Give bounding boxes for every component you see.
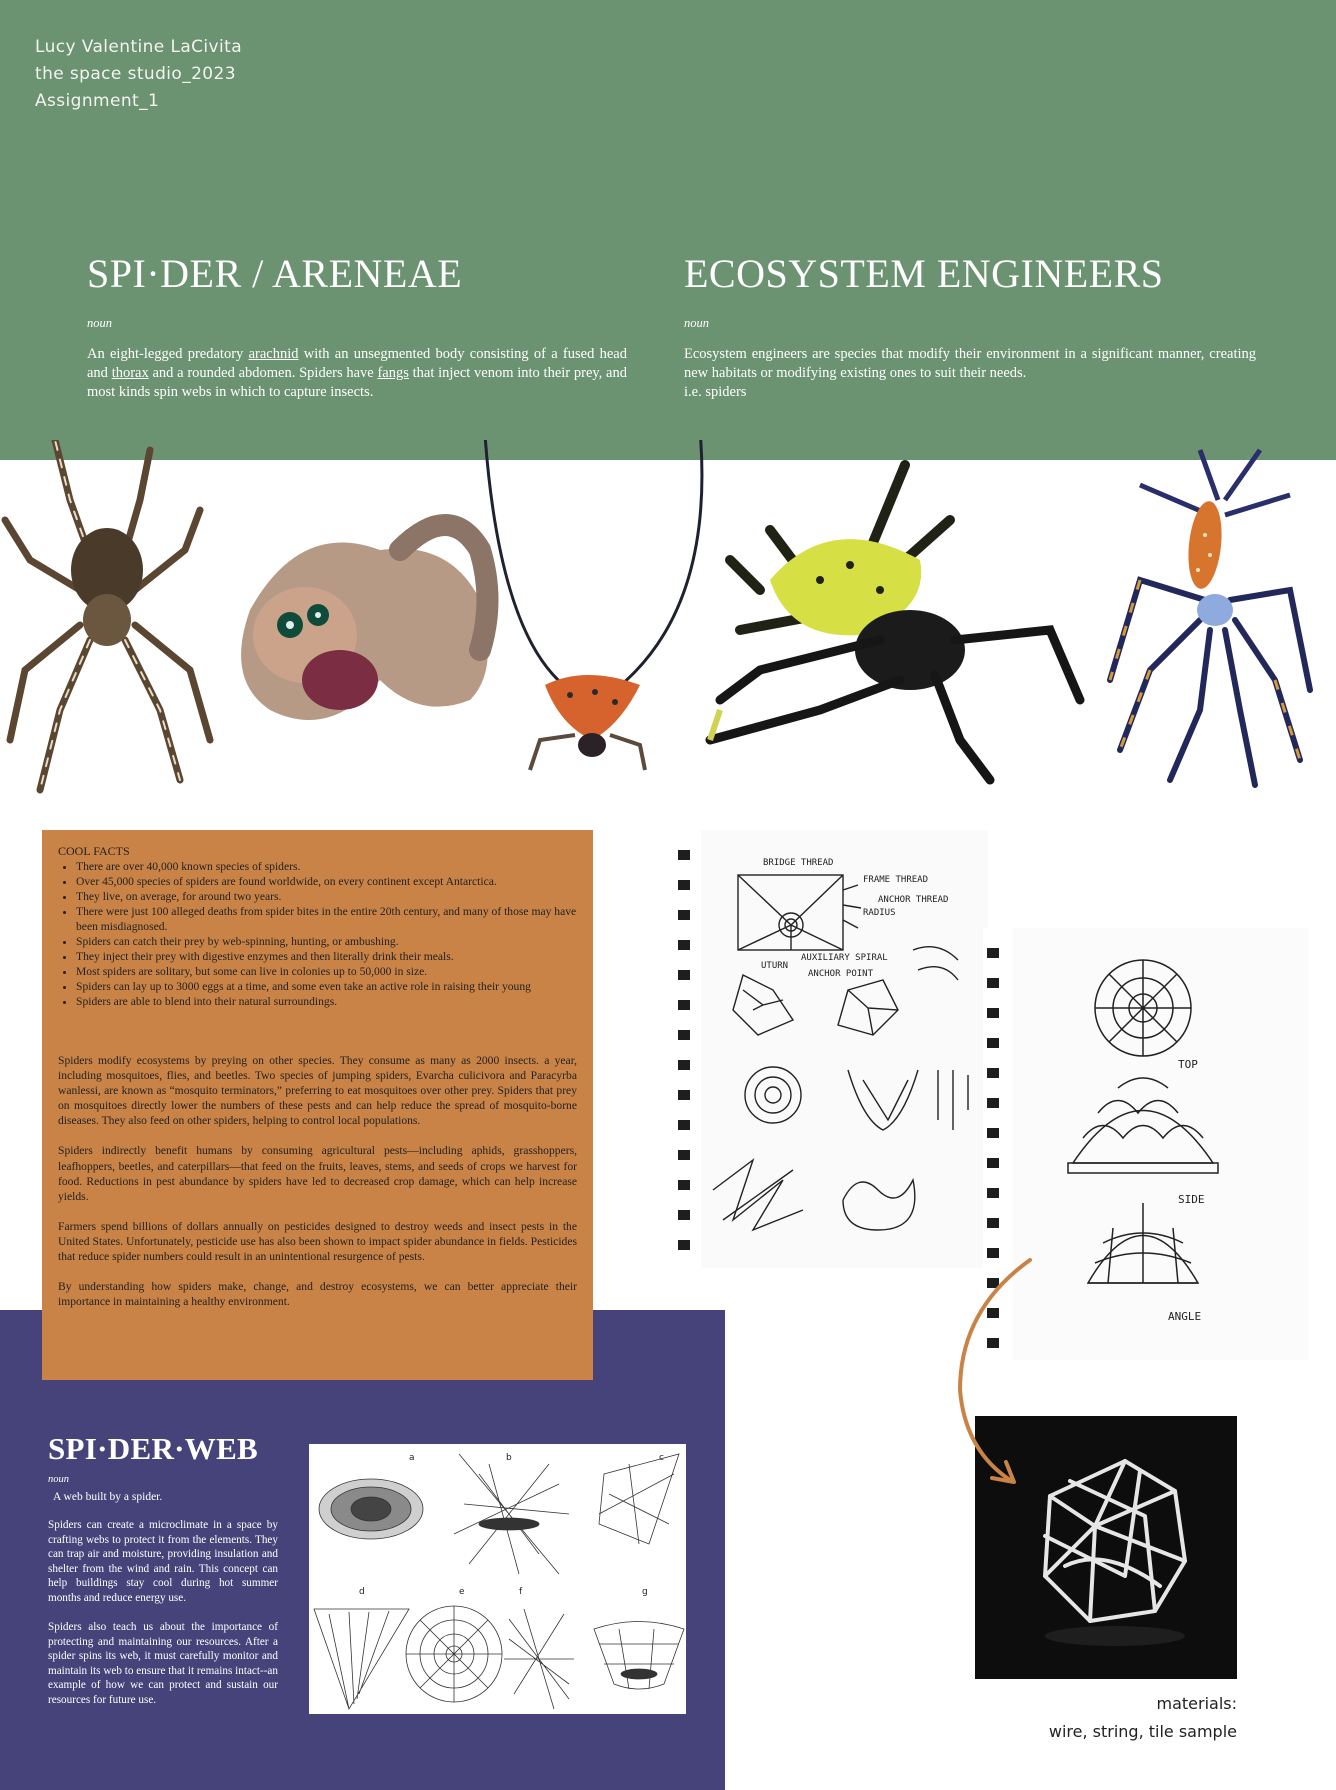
figure-label-b: b	[506, 1453, 512, 1463]
web-types-figure	[309, 1444, 686, 1714]
materials-heading: materials:	[1156, 1694, 1237, 1713]
spiderweb-definition-text: A web built by a spider.	[53, 1491, 163, 1503]
list-item: • Spiders are able to blend into their natural surroundings.	[76, 994, 577, 1009]
author-name: Lucy Valentine LaCivita	[35, 37, 243, 57]
orb-weaver-spider-image	[5, 440, 210, 790]
list-item: • Over 45,000 species of spiders are found worldwide, on every continent except Antarctica.	[76, 874, 577, 889]
studio-name: the space studio_2023	[35, 64, 236, 84]
list-item: • They inject their prey with digestive enzymes and then literally drink their meals.	[76, 949, 577, 964]
figure-label-f: f	[519, 1587, 523, 1597]
list-item: • Spiders can lay up to 3000 eggs at a time, and some even take an active role in raising their young	[76, 979, 577, 994]
ecosystem-part-of-speech: noun	[684, 316, 709, 330]
spiderweb-part-of-speech: noun	[48, 1474, 69, 1485]
ecosystem-paragraph-2: Spiders indirectly benefit humans by consuming agricultural pests—including aphids, grasshoppers, leafhoppers, beetles, and caterpillars—that feed on the fruits, leaves, stems, and seeds of crops we harvest for food. Reductions in pest abundance by spiders have led to decreased crop damage, which can help increase yields.	[58, 1144, 577, 1203]
jumping-spider-image	[241, 525, 488, 720]
sketch-view-top: TOP	[1178, 1058, 1198, 1071]
ecosystem-paragraph-3: Farmers spend billions of dollars annually on pesticides designed to destroy weeds and insect pests in the United States. Unfortunately, pesticide use has also been shown to impact spider abundance in fields. Pesticides that reduce spider numbers could result in an unintentional resurgence of pests.	[58, 1219, 577, 1264]
curved-arrow-icon	[930, 1250, 1050, 1490]
sketch-label-radius: RADIUS	[863, 908, 896, 918]
web-diagram-sketch	[673, 830, 988, 1268]
figure-label-c: c	[659, 1453, 664, 1463]
fangs-link[interactable]: fangs	[377, 365, 409, 381]
list-item: • There are over 40,000 known species of spiders.	[76, 859, 577, 874]
horned-spider-image	[485, 440, 702, 770]
materials-list: wire, string, tile sample	[1048, 1722, 1237, 1741]
sketch-label-auxiliary: AUXILIARY SPIRAL	[801, 953, 888, 963]
figure-label-g: g	[642, 1587, 648, 1597]
spiderweb-paragraph-1: Spiders can create a microclimate in a space by crafting webs to protect it from the elements. They can trap air and moisture, providing insulation and shelter from the wind and rain. This concept can help buildings stay cool during hot summer months and reduce energy use.	[48, 1519, 278, 1604]
thorax-link[interactable]: thorax	[111, 365, 149, 381]
spiderweb-paragraph-2: Spiders also teach us about the importance of protecting and maintaining our resources. After a spider spins its web, it must carefully monitor and maintain its web to ensure that it remains intact--an example of how we can protect and sustain our resources for future use.	[48, 1621, 278, 1706]
cool-facts-card	[42, 830, 593, 1380]
cool-facts-title: COOL FACTS	[58, 844, 130, 858]
figure-label-d: d	[359, 1587, 365, 1597]
ecosystem-definition-text: Ecosystem engineers are species that modify their environment in a significant manner, creating new habitats or modifying existing ones to suit their needs. i.e. spiders	[684, 346, 1256, 400]
list-item: • There were just 100 alleged deaths from spider bites in the entire 20th century, and many of those may have been misdiagnosed.	[76, 904, 577, 934]
spider-part-of-speech: noun	[87, 316, 112, 330]
assignment-name: Assignment_1	[35, 91, 160, 111]
header-band	[0, 0, 1336, 460]
spider-definition-text: An eight-legged predatory arachnid with an unsegmented body consisting of a fused head and thorax and a rounded abdomen. Spiders have fangs that inject venom into their prey, and most kinds spin webs in which to capture insects.	[87, 346, 627, 400]
spider-photo-strip	[0, 440, 1336, 840]
sketch-view-side: SIDE	[1178, 1193, 1205, 1206]
sketch-label-frame: FRAME THREAD	[863, 875, 929, 885]
ecosystem-definition	[684, 252, 1256, 402]
ecosystem-title: ECOSYSTEM ENGINEERS	[684, 251, 1164, 296]
cool-facts-list	[58, 859, 577, 1009]
spiny-orb-weaver-image	[710, 465, 1080, 780]
credits	[35, 34, 242, 115]
figure-label-a: a	[409, 1453, 415, 1463]
sketch-view-angle: ANGLE	[1168, 1310, 1202, 1323]
ecosystem-paragraph-4: By understanding how spiders make, change, and destroy ecosystems, we can better appreciate their importance in maintaining a healthy environment.	[58, 1280, 577, 1309]
ecosystem-example: i.e. spiders	[684, 384, 747, 400]
arachnid-link[interactable]: arachnid	[248, 346, 299, 362]
figure-label-e: e	[459, 1587, 465, 1597]
sketch-label-uturn: UTURN	[761, 961, 789, 971]
spider-title: SPI·DER / ARENEAE	[87, 251, 463, 296]
sketch-label-bridge: BRIDGE THREAD	[763, 858, 834, 868]
spider-definition	[87, 252, 627, 402]
list-item: • Most spiders are solitary, but some can live in colonies up to 50,000 in size.	[76, 964, 577, 979]
sketch-label-anchor-point: ANCHOR POINT	[808, 969, 874, 979]
spiderweb-definition	[48, 1432, 278, 1707]
sketch-label-anchor-thread: ANCHOR THREAD	[878, 895, 949, 905]
materials-caption	[960, 1690, 1237, 1746]
ecosystem-paragraph-1: Spiders modify ecosystems by preying on other species. They consume as many as 2000 insects. a year, including mosquitoes, flies, and beetles. Two species of jumping spiders, Evarcha culicivora and Paracyrba wanlessi, are known as “mosquito terminators,” preferring to eat mosquitoes over other prey. Spiders that prey on mosquitoes directly lower the numbers of these pests and can help reduce the spread of mosquito-borne diseases. They also feed on other spiders, helping to control local populations.	[58, 1054, 577, 1128]
list-item: • They live, on average, for around two years.	[76, 889, 577, 904]
spiderweb-title: SPI·DER·WEB	[48, 1431, 259, 1466]
golden-silk-spider-image	[1110, 450, 1310, 785]
list-item: • Spiders can catch their prey by web-spinning, hunting, or ambushing.	[76, 934, 577, 949]
